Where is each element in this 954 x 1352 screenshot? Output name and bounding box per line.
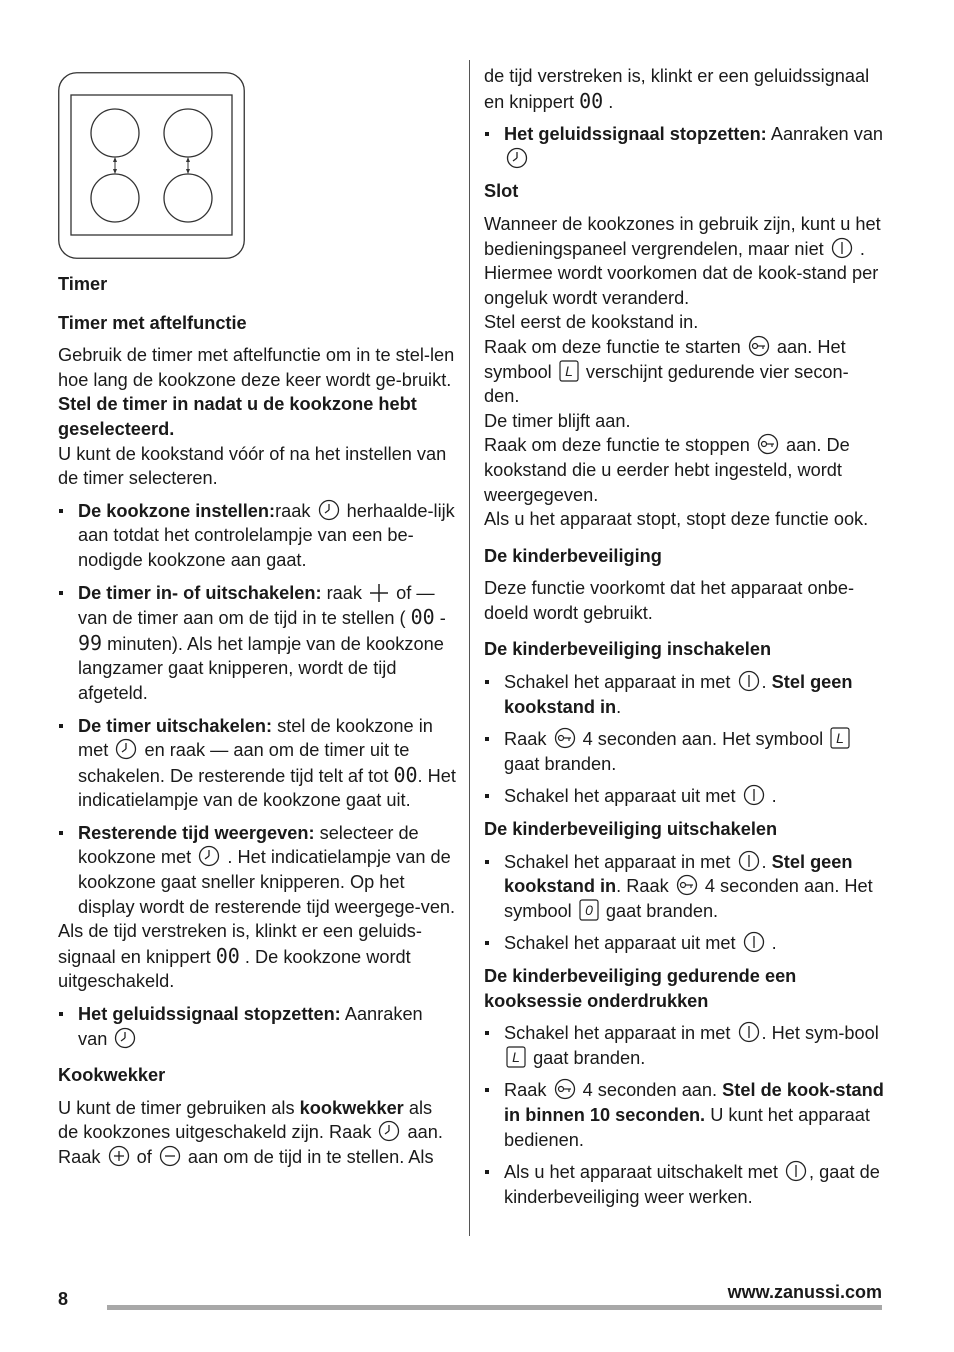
svg-text:L: L <box>836 730 845 747</box>
list-item: Resterende tijd weergeven: selecteer de kookzone met . Het indicatielampje van de kookzone gaat sneller knipperen. Op het display wordt de resterende tijd weergege-ven. <box>58 821 456 919</box>
key-icon <box>757 433 779 455</box>
display-00: 00 <box>579 88 604 113</box>
list-item: De timer uitschakelen: stel de kookzone in met en raak — aan om de timer uit te schakelen. De resterende tijd telt af tot 00. Het indicatielampje van de kookzone gaat uit. <box>58 714 456 813</box>
list-item: De timer in- of uitschakelen: raak of — van de timer aan om de tijd in te stellen ( 00 - 99 minuten). Als het lampje van de kookzone langzamer gaat knipperen, wordt de tijd afgeteld. <box>58 581 456 706</box>
timer-steps <box>58 499 456 920</box>
power-icon <box>785 1160 807 1182</box>
list-item: Schakel het apparaat uit met . <box>484 784 884 809</box>
list-item: Schakel het apparaat in met . Stel geen kookstand in. Raak 4 seconden aan. Het symbool 0 gaat branden. <box>484 850 884 924</box>
kinderbeveiliging-in-heading: De kinderbeveiliging inschakelen <box>484 639 772 660</box>
plus-icon <box>369 583 389 603</box>
list-item: Schakel het apparaat uit met . <box>484 931 884 956</box>
footer-rule <box>107 1305 882 1310</box>
column-divider <box>469 60 470 1236</box>
key-icon <box>676 874 698 896</box>
timer-intro: Gebruik de timer met aftelfunctie om in te stel-len hoe lang de kookzone deze keer wordt ge-bruikt. <box>58 345 455 390</box>
display-00: 00 <box>410 605 435 630</box>
clock-icon <box>114 1027 136 1049</box>
display-99: 99 <box>78 630 103 655</box>
expire-paragraph: Als de tijd verstreken is, klinkt er een geluids-signaal en knippert 00 . De kookzone wordt uitgeschakeld. <box>58 921 422 992</box>
key-icon <box>748 335 770 357</box>
clock-icon <box>115 738 137 760</box>
list-item: Schakel het apparaat in met . Stel geen kookstand in. <box>484 670 884 719</box>
svg-text:L: L <box>512 1048 520 1065</box>
power-icon <box>738 1021 760 1043</box>
timer-heading: Timer <box>58 274 108 294</box>
minus-circle-icon <box>159 1145 181 1167</box>
key-icon <box>554 1078 576 1100</box>
key-icon <box>554 727 576 749</box>
left-column <box>58 272 456 1170</box>
timer-countdown-heading: Timer met aftelfunctie <box>58 312 247 333</box>
clock-icon <box>506 147 528 169</box>
list-item: Als u het apparaat uitschakelt met , gaat de kinderbeveiliging weer werken. <box>484 1160 884 1209</box>
display-00: 00 <box>393 762 418 787</box>
svg-text:L: L <box>564 362 573 379</box>
footer-url[interactable]: www.zanussi.com <box>727 1282 882 1302</box>
power-icon <box>738 850 760 872</box>
svg-text:0: 0 <box>584 901 593 918</box>
list-item: Raak 4 seconden aan. Het symbool L gaat branden. <box>484 727 884 776</box>
kookwekker-paragraph: U kunt de timer gebruiken als kookwekker als de kookzones uitgeschakeld zijn. Raak aan. Raak of aan om de tijd in te stellen. Als <box>58 1097 443 1167</box>
kinderbeveiliging-sessie-heading: De kinderbeveiliging gedurende een kooksessie onderdrukken <box>484 966 797 1011</box>
continued-paragraph: de tijd verstreken is, klinkt er een geluidssignaal en knippert 00 . <box>484 66 870 113</box>
list-item: Het geluidssignaal stopzetten: Aanraken van <box>58 1002 456 1051</box>
right-column: de tijd verstreken is, klinkt er een geluidssignaal en knippert 00 . Het geluidssignaal stopzetten: Aanraken van Slot Wanneer de kookzones in gebruik zijn, kunt u het bedieningspaneel vergrendelen, maar niet . Hiermee wordt voorkomen dat de kook-stand per ongeluk wordt veranderd. Stel eerst de kookstand in. Raak om deze functie te starten aan. Het symbool L verschijnt gedurende vier secon-den. De timer blijft aan. Raak om deze functie te stoppen aan. De kookstand die u eerder hebt ingesteld, wordt weergegeven. Als u het apparaat stopt, stopt deze functie ook. De kinderbeveiliging Deze functie voorkomt dat het apparaat onbe-doeld wordt gebruikt. De kinderbeveiliging inschakelen Schakel het apparaat in met . Stel geen kookstand in. Raak 4 seconden aan. Het symbool L gaat branden. Schakel het apparaat uit met . De kinderbeveiliging uitschakelen Schakel het apparaat in met . Stel geen kookstand in. Raak 4 seconden aan. Het symbool 0 gaat branden. Schakel het apparaat uit met . De kinderbeveiliging gedurende een kooksessie onderdrukken Schakel het apparaat in met . Het sym-bool L gaat branden. Raak 4 seconden aan. Stel de kook-stand in binnen 10 seconden. U kunt het apparaat bedienen. Als u het apparaat uitschakelt met , gaat de kinderbeveiliging weer werken. <box>484 64 884 1217</box>
power-icon <box>743 931 765 953</box>
slot-heading: Slot <box>484 181 519 202</box>
list-item: Schakel het apparaat in met . Het sym-bool L gaat branden. <box>484 1021 884 1070</box>
kinderbeveiliging-heading: De kinderbeveiliging <box>484 545 662 566</box>
list-item: Het geluidssignaal stopzetten: Aanraken van <box>484 122 884 171</box>
timer-bold-note: Stel de timer in nadat u de kookzone hebt geselecteerd. <box>58 394 417 439</box>
clock-icon <box>378 1120 400 1142</box>
plus-circle-icon <box>108 1145 130 1167</box>
kinderbeveiliging-uit-heading: De kinderbeveiliging uitschakelen <box>484 819 778 840</box>
clock-icon <box>198 845 220 867</box>
power-icon <box>831 237 853 259</box>
timer-note: U kunt de kookstand vóór of na het instellen van de timer selecteren. <box>58 443 447 489</box>
kookwekker-heading: Kookwekker <box>58 1065 166 1086</box>
clock-icon <box>318 499 340 521</box>
L-symbol-icon <box>830 727 850 749</box>
L-symbol-icon <box>559 360 579 382</box>
list-item: Raak 4 seconden aan. Stel de kook-stand in binnen 10 seconden. U kunt het apparaat bedienen. <box>484 1078 884 1152</box>
L-symbol-icon <box>506 1046 526 1068</box>
list-item: De kookzone instellen:raak herhaalde-lijk aan totdat het controlelampje van een be-nodigde kookzone aan gaat. <box>58 499 456 573</box>
page-number: 8 <box>58 1289 69 1309</box>
0-symbol-icon <box>579 899 599 921</box>
display-00: 00 <box>215 943 240 968</box>
power-icon <box>738 670 760 692</box>
hob-diagram <box>58 72 245 259</box>
power-icon <box>743 784 765 806</box>
